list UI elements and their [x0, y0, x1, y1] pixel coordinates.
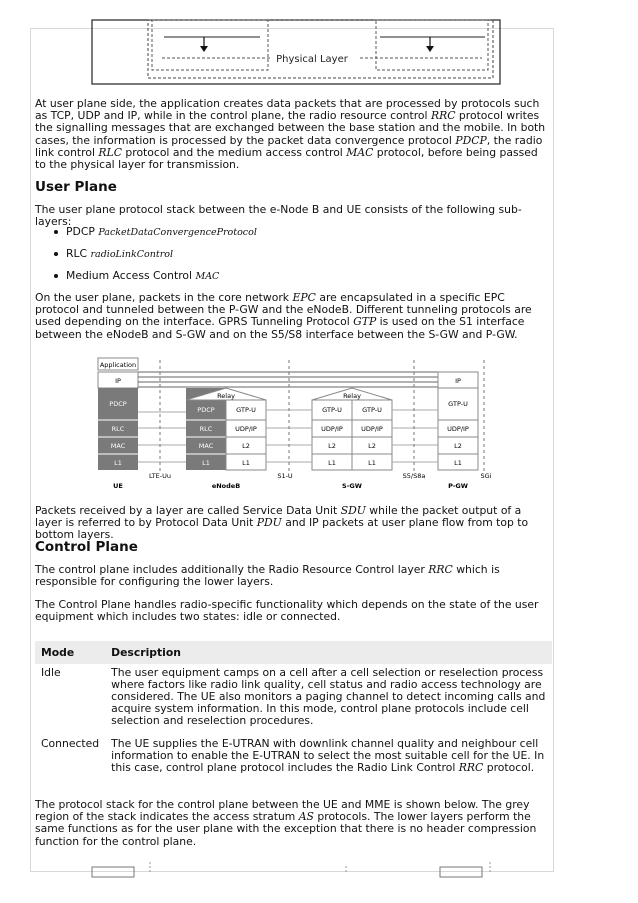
- svg-text:L1: L1: [114, 459, 122, 467]
- svg-text:L1: L1: [454, 459, 462, 467]
- mode-column-header: Mode: [35, 641, 105, 664]
- physical-layer-label: Physical Layer: [276, 54, 348, 65]
- description-cell: The UE supplies the E-UTRAN with downlink channel quality and neighbour cell information to enable the E-UTRAN to select the most suitable cell for the UE. In this case, control plane protocol includes the Radio Link Control RRC protocol.: [111, 737, 545, 774]
- s5-s8a-label: S5/S8a: [402, 472, 426, 480]
- control-plane-paragraph-2: The Control Plane handles radio-specific functionality which depends on the state of the user equipment which includes two states: idle or connected.: [35, 598, 539, 624]
- svg-text:L1: L1: [368, 459, 376, 467]
- svg-text:L1: L1: [328, 459, 336, 467]
- svg-text:UE: UE: [113, 482, 123, 490]
- sdu-pdu-paragraph: Packets received by a layer are called Service Data Unit SDU while the packet output of a layer is referred to by Protocol Data Unit PDU and IP packets at user plane flow from top to bottom layers.: [35, 504, 529, 542]
- svg-text:RLC: RLC: [111, 425, 125, 433]
- svg-text:PDCP: PDCP: [197, 406, 215, 414]
- svg-text:S-GW: S-GW: [342, 482, 362, 490]
- svg-text:GTP-U: GTP-U: [322, 406, 342, 414]
- svg-text:GTP-U: GTP-U: [448, 400, 468, 408]
- control-plane-paragraph-3: The protocol stack for the control plane between the UE and MME is shown below. The grey region of the stack indicates the access stratum AS protocols. The lower layers perform the same functions as for the user plane with the exception that there is no header compression function for the control plane.: [35, 798, 537, 848]
- svg-text:eNodeB: eNodeB: [211, 482, 241, 490]
- svg-text:UDP/IP: UDP/IP: [361, 425, 383, 433]
- table-row: [35, 735, 552, 782]
- svg-text:UDP/IP: UDP/IP: [321, 425, 343, 433]
- table-header-row: [35, 641, 552, 664]
- svg-text:L2: L2: [368, 442, 376, 450]
- table-row: [35, 664, 552, 735]
- svg-text:IP: IP: [455, 377, 461, 385]
- mode-cell: Idle: [41, 666, 61, 679]
- control-plane-diagram-fragment: [0, 860, 638, 880]
- control-plane-heading: Control Plane: [35, 539, 138, 555]
- list-item: RLC radioLinkControl: [52, 248, 257, 270]
- user-plane-heading: User Plane: [35, 179, 117, 195]
- svg-text:IP: IP: [115, 377, 121, 385]
- svg-text:MAC: MAC: [110, 442, 126, 450]
- user-plane-paragraph: On the user plane, packets in the core network EPC are encapsulated in a specific EPC protocol and tunneled between the P-GW and the eNodeB. Different tunneling protocols are used depending on the interface. GPRS Tunneling Protocol GTP is used on the S1 interface between the eNodeB and S-GW and on the S5/S8 interface between the S-GW and P-GW.: [35, 291, 532, 341]
- user-plane-intro: The user plane protocol stack between the e-Node B and UE consists of the following sub-layers:: [35, 203, 522, 229]
- svg-text:GTP-U: GTP-U: [362, 406, 382, 414]
- mode-table: [35, 641, 552, 782]
- svg-text:L2: L2: [328, 442, 336, 450]
- sgi-label: SGi: [480, 472, 492, 480]
- svg-text:L2: L2: [454, 442, 462, 450]
- description-column-header: Description: [105, 641, 552, 664]
- svg-text:L2: L2: [242, 442, 250, 450]
- intro-paragraph: At user plane side, the application creates data packets that are processed by protocols such as TCP, UDP and IP, while in the control plane, the radio resource control RRC protocol writes the signalling messages that are exchanged between the base station and the mobile. In both cases, the information is processed by the packet data convergence protocol PDCP, the radio link control RLC protocol and the medium access control MAC protocol, before being passed to the physical layer for transmission.: [35, 97, 546, 172]
- svg-text:PDCP: PDCP: [109, 400, 127, 408]
- svg-text:P-GW: P-GW: [448, 482, 468, 490]
- svg-text:L1: L1: [202, 459, 210, 467]
- mode-cell: Connected: [41, 737, 100, 750]
- svg-text:UDP/IP: UDP/IP: [235, 425, 257, 433]
- svg-text:Application: Application: [99, 361, 137, 369]
- svg-text:GTP-U: GTP-U: [236, 406, 256, 414]
- svg-text:Relay: Relay: [343, 392, 361, 400]
- svg-text:RLC: RLC: [199, 425, 213, 433]
- s1-u-label: S1-U: [277, 472, 293, 480]
- list-item: Medium Access Control MAC: [52, 270, 257, 292]
- lte-uu-label: LTE-Uu: [148, 472, 172, 480]
- control-plane-paragraph-1: The control plane includes additionally the Radio Resource Control layer RRC which is responsible for configuring the lower layers.: [35, 563, 500, 589]
- svg-text:Relay: Relay: [217, 392, 235, 400]
- svg-text:UDP/IP: UDP/IP: [447, 425, 469, 433]
- pgw-stack: [438, 372, 478, 470]
- svg-text:L1: L1: [242, 459, 250, 467]
- list-item: PDCP PacketDataConvergenceProtocol: [52, 226, 257, 248]
- svg-text:MAC: MAC: [198, 442, 214, 450]
- description-cell: The user equipment camps on a cell after a cell selection or reselection process where factors like radio link quality, cell status and radio access technology are considered. The UE also monitors a paging channel to detect incoming calls and acquire system information. In this mode, control plane protocols include cell selection and reselection procedures.: [111, 666, 546, 727]
